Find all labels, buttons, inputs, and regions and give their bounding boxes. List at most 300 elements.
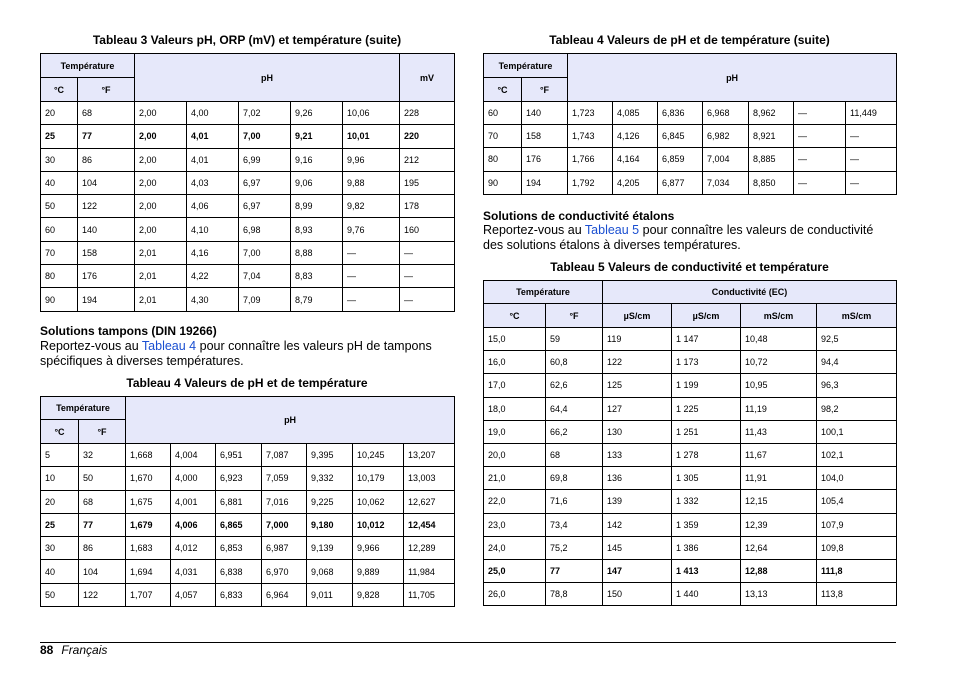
table-cell: 15,0 [484,328,546,351]
table-cell: 66,2 [546,420,603,443]
table-cell: 194 [522,171,568,194]
table-cell: 1,679 [126,513,171,536]
table3-header-mv: mV [400,54,455,102]
buffer-text-end: spécifiques à diverses températures. [40,354,244,368]
table-cell: 9,332 [307,467,353,490]
table-row [484,583,897,606]
table-cell: 11,43 [741,420,817,443]
table-cell: 69,8 [546,467,603,490]
table-cell: 1 359 [672,513,741,536]
table-cell: 68 [78,102,135,125]
table4-header-celsius: °C [41,420,79,444]
table-row [41,265,455,288]
table-row [484,171,897,194]
table-row [484,148,897,171]
table-cell: 6,987 [262,537,307,560]
table-cell: 1,694 [126,560,171,583]
table-cell: 68 [79,490,126,513]
table-cell: 6,99 [239,148,291,171]
table-cell: 62,6 [546,374,603,397]
table4-continued [483,53,897,195]
table-cell: 17,0 [484,374,546,397]
table-cell: 7,09 [239,288,291,311]
table-cell: 10,06 [343,102,400,125]
table-cell: 11,67 [741,443,817,466]
table-cell: 4,06 [187,195,239,218]
table-cell: 10,01 [343,125,400,148]
table-cell: 1 386 [672,536,741,559]
table-row [41,171,455,194]
table-cell: 2,00 [135,171,187,194]
table-cell: 24,0 [484,536,546,559]
table-cell: 7,00 [239,241,291,264]
table-cell: 1 251 [672,420,741,443]
table-cell: 6,833 [216,583,262,606]
table-cell: 90 [484,171,522,194]
table-cell: 195 [400,171,455,194]
table-cell: 4,031 [171,560,216,583]
table-cell: 2,00 [135,102,187,125]
table-cell: 2,00 [135,195,187,218]
table-cell: 176 [522,148,568,171]
table-cell: 1,707 [126,583,171,606]
table-cell: 212 [400,148,455,171]
table-cell: 60 [484,102,522,125]
table-cell: 75,2 [546,536,603,559]
table-cell: 1,668 [126,444,171,467]
table-cell: 8,88 [291,241,343,264]
table-cell: 7,000 [262,513,307,536]
table-cell: 122 [79,583,126,606]
table-row [484,513,897,536]
table-cell: 127 [603,397,672,420]
link-tableau-4[interactable]: Tableau 4 [141,339,197,353]
table-cell: 18,0 [484,397,546,420]
table-cell: 6,923 [216,467,262,490]
table-cell: 12,39 [741,513,817,536]
table-cell: 1,766 [568,148,613,171]
conductivity-standards-heading: Solutions de conductivité étalons [483,209,675,223]
table-cell: 104 [78,171,135,194]
table-cell: 4,22 [187,265,239,288]
table-cell: 6,881 [216,490,262,513]
table-cell: 9,180 [307,513,353,536]
table-cell: 2,00 [135,148,187,171]
table-cell: 22,0 [484,490,546,513]
table-cell: 86 [78,148,135,171]
table-cell: 92,5 [817,328,897,351]
table-cell: 10,72 [741,351,817,374]
table-cell: 78,8 [546,583,603,606]
conductivity-text-middle: pour connaître les valeurs de conductivité [639,223,874,237]
table-cell: 4,012 [171,537,216,560]
table-cell: 6,97 [239,195,291,218]
table-cell: 4,006 [171,513,216,536]
table-cell: 12,454 [404,513,455,536]
table-cell: 25 [41,125,78,148]
buffer-solutions-heading: Solutions tampons (DIN 19266) [40,324,217,338]
table-cell: 158 [522,125,568,148]
table-cell: 1 413 [672,559,741,582]
table-cell: 20 [41,102,78,125]
table-cell: — [794,102,846,125]
table-cell: 6,98 [239,218,291,241]
table-cell: 25 [41,513,79,536]
table-cell: 30 [41,537,79,560]
table-cell: 30 [41,148,78,171]
table5-header-fahrenheit: °F [546,304,603,328]
table-cell: 1 278 [672,443,741,466]
table-cell: — [343,288,400,311]
table-cell: 9,828 [353,583,404,606]
table-cell: 147 [603,559,672,582]
conductivity-text-end: des solutions étalons à diverses températures. [483,238,741,252]
table4-header-ph: pH [126,397,455,444]
table-cell: 8,99 [291,195,343,218]
table-cell: 60 [41,218,78,241]
table-row [484,443,897,466]
table-cell: 4,164 [613,148,658,171]
table-cell: 25,0 [484,559,546,582]
table-row [484,490,897,513]
table3-header-ph: pH [135,54,400,102]
table3-header-temperature: Température [41,54,135,78]
table-cell: 70 [41,241,78,264]
table-cell: — [846,171,897,194]
table-cell: 2,01 [135,288,187,311]
table-cell: 4,03 [187,171,239,194]
table-cell: 4,30 [187,288,239,311]
table-cell: 86 [79,537,126,560]
table4 [40,396,455,607]
table-cell: 26,0 [484,583,546,606]
table-cell: 9,76 [343,218,400,241]
table-cell: 136 [603,467,672,490]
table-row [41,125,455,148]
table-cell: — [846,125,897,148]
table4-header-temperature: Température [41,397,126,420]
table-cell: 4,01 [187,125,239,148]
table-cell: 94,4 [817,351,897,374]
table-cell: 1,670 [126,467,171,490]
table-cell: 73,4 [546,513,603,536]
table-cell: 10,062 [353,490,404,513]
table-row [41,583,455,606]
table-row [41,241,455,264]
table-cell: 8,83 [291,265,343,288]
table-row [41,102,455,125]
table-cell: 9,889 [353,560,404,583]
table-cell: 10,179 [353,467,404,490]
table-row [484,328,897,351]
table4-caption: Tableau 4 Valeurs de pH et de température [126,376,368,390]
table-cell: 77 [546,559,603,582]
table-row [41,218,455,241]
table-row [484,420,897,443]
table-cell: 7,00 [239,125,291,148]
table-cell: 6,845 [658,125,703,148]
table-cell: 1 225 [672,397,741,420]
table-cell: 4,16 [187,241,239,264]
table5-caption: Tableau 5 Valeurs de conductivité et température [550,260,829,274]
table-cell: 4,085 [613,102,658,125]
table-cell: 9,966 [353,537,404,560]
table-row [41,288,455,311]
table-cell: 4,057 [171,583,216,606]
table3-header-fahrenheit: °F [78,78,135,102]
table-cell: 40 [41,560,79,583]
table-cell: 119 [603,328,672,351]
table-row [41,148,455,171]
table5-header-ms-cm-2: mS/cm [817,304,897,328]
table-cell: 130 [603,420,672,443]
table-cell: 7,087 [262,444,307,467]
table-cell: 71,6 [546,490,603,513]
table-cell: 11,19 [741,397,817,420]
table3-caption: Tableau 3 Valeurs pH, ORP (mV) et température (suite) [92,33,402,47]
table-cell: 176 [78,265,135,288]
buffer-solutions-paragraph [40,339,454,369]
conductivity-standards-paragraph [483,223,896,253]
table-row [484,125,897,148]
table5-header-us-cm-1: µS/cm [603,304,672,328]
table-cell: 12,627 [404,490,455,513]
table-cell: 11,984 [404,560,455,583]
table-cell: 10,245 [353,444,404,467]
table-cell: 111,8 [817,559,897,582]
table-cell: 113,8 [817,583,897,606]
table-cell: 1 199 [672,374,741,397]
table-cell: 21,0 [484,467,546,490]
table-cell: 50 [79,467,126,490]
table-row [484,559,897,582]
table-cell: 19,0 [484,420,546,443]
table-cell: 220 [400,125,455,148]
table-cell: 6,970 [262,560,307,583]
buffer-text-middle: pour connaître les valeurs pH de tampons [196,339,432,353]
conductivity-text-start: Reportez-vous au [483,223,585,237]
table-cell: 9,82 [343,195,400,218]
table-cell: 9,21 [291,125,343,148]
table-cell: 80 [484,148,522,171]
table-row [484,536,897,559]
table-cell: 8,921 [749,125,794,148]
table-cell: 6,877 [658,171,703,194]
table-cell: 140 [78,218,135,241]
table-cell: 2,00 [135,218,187,241]
table-cell: 4,10 [187,218,239,241]
table4-continued-caption: Tableau 4 Valeurs de pH et de température (suite) [549,33,830,47]
table-cell: 50 [41,195,78,218]
table-cell: 9,068 [307,560,353,583]
table-row [41,444,455,467]
table4-continued-header-fahrenheit: °F [522,78,568,102]
table-row [484,397,897,420]
table5-header-celsius: °C [484,304,546,328]
table-cell: 6,964 [262,583,307,606]
table-cell: — [794,148,846,171]
table-cell: 6,968 [703,102,749,125]
table-cell: 12,64 [741,536,817,559]
table-cell: 9,395 [307,444,353,467]
table-cell: 10,95 [741,374,817,397]
table-cell: 11,91 [741,467,817,490]
table-cell: 90 [41,288,78,311]
table-cell: 122 [603,351,672,374]
table-cell: 32 [79,444,126,467]
table-cell: 4,00 [187,102,239,125]
table-cell: 16,0 [484,351,546,374]
table5-header-ms-cm-1: mS/cm [741,304,817,328]
table-cell: 9,139 [307,537,353,560]
table-cell: 142 [603,513,672,536]
table-cell: 122 [78,195,135,218]
table-cell: 1,723 [568,102,613,125]
table-cell: 80 [41,265,78,288]
table-cell: 9,011 [307,583,353,606]
table-cell: 8,885 [749,148,794,171]
table-cell: 8,850 [749,171,794,194]
table-cell: 4,004 [171,444,216,467]
table-cell: 104,0 [817,467,897,490]
table-cell: 13,13 [741,583,817,606]
table-cell: 102,1 [817,443,897,466]
footer-language: Français [61,643,108,657]
table-cell: 6,951 [216,444,262,467]
table4-continued-header-celsius: °C [484,78,522,102]
table-cell: 77 [79,513,126,536]
table-cell: 77 [78,125,135,148]
page-number: 88 [40,643,54,657]
table-cell: 228 [400,102,455,125]
table-cell: 4,205 [613,171,658,194]
table-cell: 194 [78,288,135,311]
table4-continued-header-ph: pH [568,54,897,102]
table-cell: 10 [41,467,79,490]
table-row [41,560,455,583]
table-row [484,351,897,374]
table4-continued-header-temperature: Température [484,54,568,78]
table-cell: 40 [41,171,78,194]
table-cell: 4,01 [187,148,239,171]
table-cell: 6,859 [658,148,703,171]
table-cell: 2,00 [135,125,187,148]
table-cell: 5 [41,444,79,467]
table-cell: 150 [603,583,672,606]
table-cell: 2,01 [135,265,187,288]
table-cell: 96,3 [817,374,897,397]
table-cell: 23,0 [484,513,546,536]
table-cell: 104 [79,560,126,583]
table-cell: 12,15 [741,490,817,513]
table-cell: 109,8 [817,536,897,559]
table-cell: 1,683 [126,537,171,560]
table-cell: 1 147 [672,328,741,351]
table5-header-conductivity: Conductivité (EC) [603,281,897,304]
table-cell: — [794,171,846,194]
table-cell: — [846,148,897,171]
table-cell: 125 [603,374,672,397]
table-cell: 7,04 [239,265,291,288]
table-cell: 139 [603,490,672,513]
table-cell: 70 [484,125,522,148]
table-cell: 12,88 [741,559,817,582]
table-cell: 145 [603,536,672,559]
table-cell: 105,4 [817,490,897,513]
table-cell: 9,16 [291,148,343,171]
table-cell: 107,9 [817,513,897,536]
table-cell: 6,865 [216,513,262,536]
table-cell: — [400,288,455,311]
table-cell: 1 173 [672,351,741,374]
table-cell: 1 332 [672,490,741,513]
table3 [40,53,455,312]
table-cell: 4,126 [613,125,658,148]
table-cell: 6,853 [216,537,262,560]
table3-header-celsius: °C [41,78,78,102]
table-cell: 1,743 [568,125,613,148]
table-cell: 9,96 [343,148,400,171]
table-cell: 9,06 [291,171,343,194]
table-cell: 13,003 [404,467,455,490]
link-tableau-5[interactable]: Tableau 5 [584,223,640,237]
table-cell: 7,02 [239,102,291,125]
table-row [41,513,455,536]
table-cell: 59 [546,328,603,351]
table-cell: 158 [78,241,135,264]
buffer-text-start: Reportez-vous au [40,339,142,353]
table-cell: 64,4 [546,397,603,420]
table-cell: 10,012 [353,513,404,536]
table-cell: 4,001 [171,490,216,513]
table-cell: 1,675 [126,490,171,513]
page-footer [40,643,107,657]
table-cell: 140 [522,102,568,125]
table-cell: 98,2 [817,397,897,420]
table-cell: — [343,265,400,288]
table-cell: 7,059 [262,467,307,490]
table5-header-temperature: Température [484,281,603,304]
table-cell: 10,48 [741,328,817,351]
table-cell: 8,962 [749,102,794,125]
table-row [41,195,455,218]
table-cell: 9,225 [307,490,353,513]
table-cell: 9,88 [343,171,400,194]
table-cell: 9,26 [291,102,343,125]
table-cell: 6,97 [239,171,291,194]
footer-rule [40,642,896,643]
table-cell: 11,705 [404,583,455,606]
table-cell: — [794,125,846,148]
table-cell: 8,79 [291,288,343,311]
table-cell: — [343,241,400,264]
table-row [41,490,455,513]
table-cell: 13,207 [404,444,455,467]
table-cell: 100,1 [817,420,897,443]
table-cell: 160 [400,218,455,241]
table5 [483,280,897,606]
table-row [41,467,455,490]
table-cell: 20,0 [484,443,546,466]
table-cell: 6,982 [703,125,749,148]
table4-header-fahrenheit: °F [79,420,126,444]
table-cell: 6,836 [658,102,703,125]
table-cell: — [400,241,455,264]
table-cell: 6,838 [216,560,262,583]
table-cell: 1 440 [672,583,741,606]
table-cell: 7,004 [703,148,749,171]
table-cell: 20 [41,490,79,513]
